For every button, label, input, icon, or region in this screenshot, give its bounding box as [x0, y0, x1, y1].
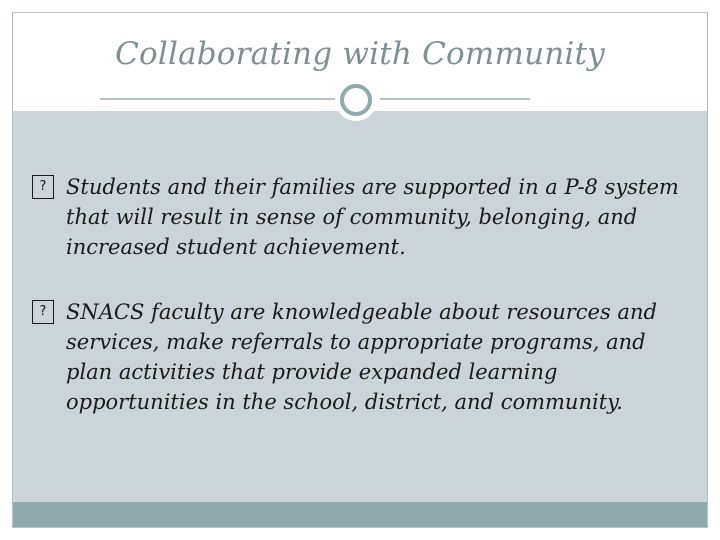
missing-glyph-bullet-icon: ? [32, 300, 54, 324]
slide-title: Collaborating with Community [115, 36, 605, 72]
title-divider-left [100, 98, 340, 100]
bullet-item [32, 297, 692, 417]
footer-bar [13, 502, 707, 527]
title-divider-right [380, 98, 530, 100]
bullet-item [32, 172, 692, 262]
bullet-text: Students and their families are supported in a P-8 system that will result in sense of community, belonging, and increased student achievement. [66, 175, 679, 259]
missing-glyph-bullet-icon: ? [32, 175, 54, 199]
ring-ornament-icon [340, 84, 372, 116]
bullet-text: SNACS faculty are knowledgeable about resources and services, make referrals to appropriate programs, and plan activities that provide expanded learning opportunities in the school, district, and community. [66, 300, 657, 414]
bullet-list [32, 172, 692, 452]
